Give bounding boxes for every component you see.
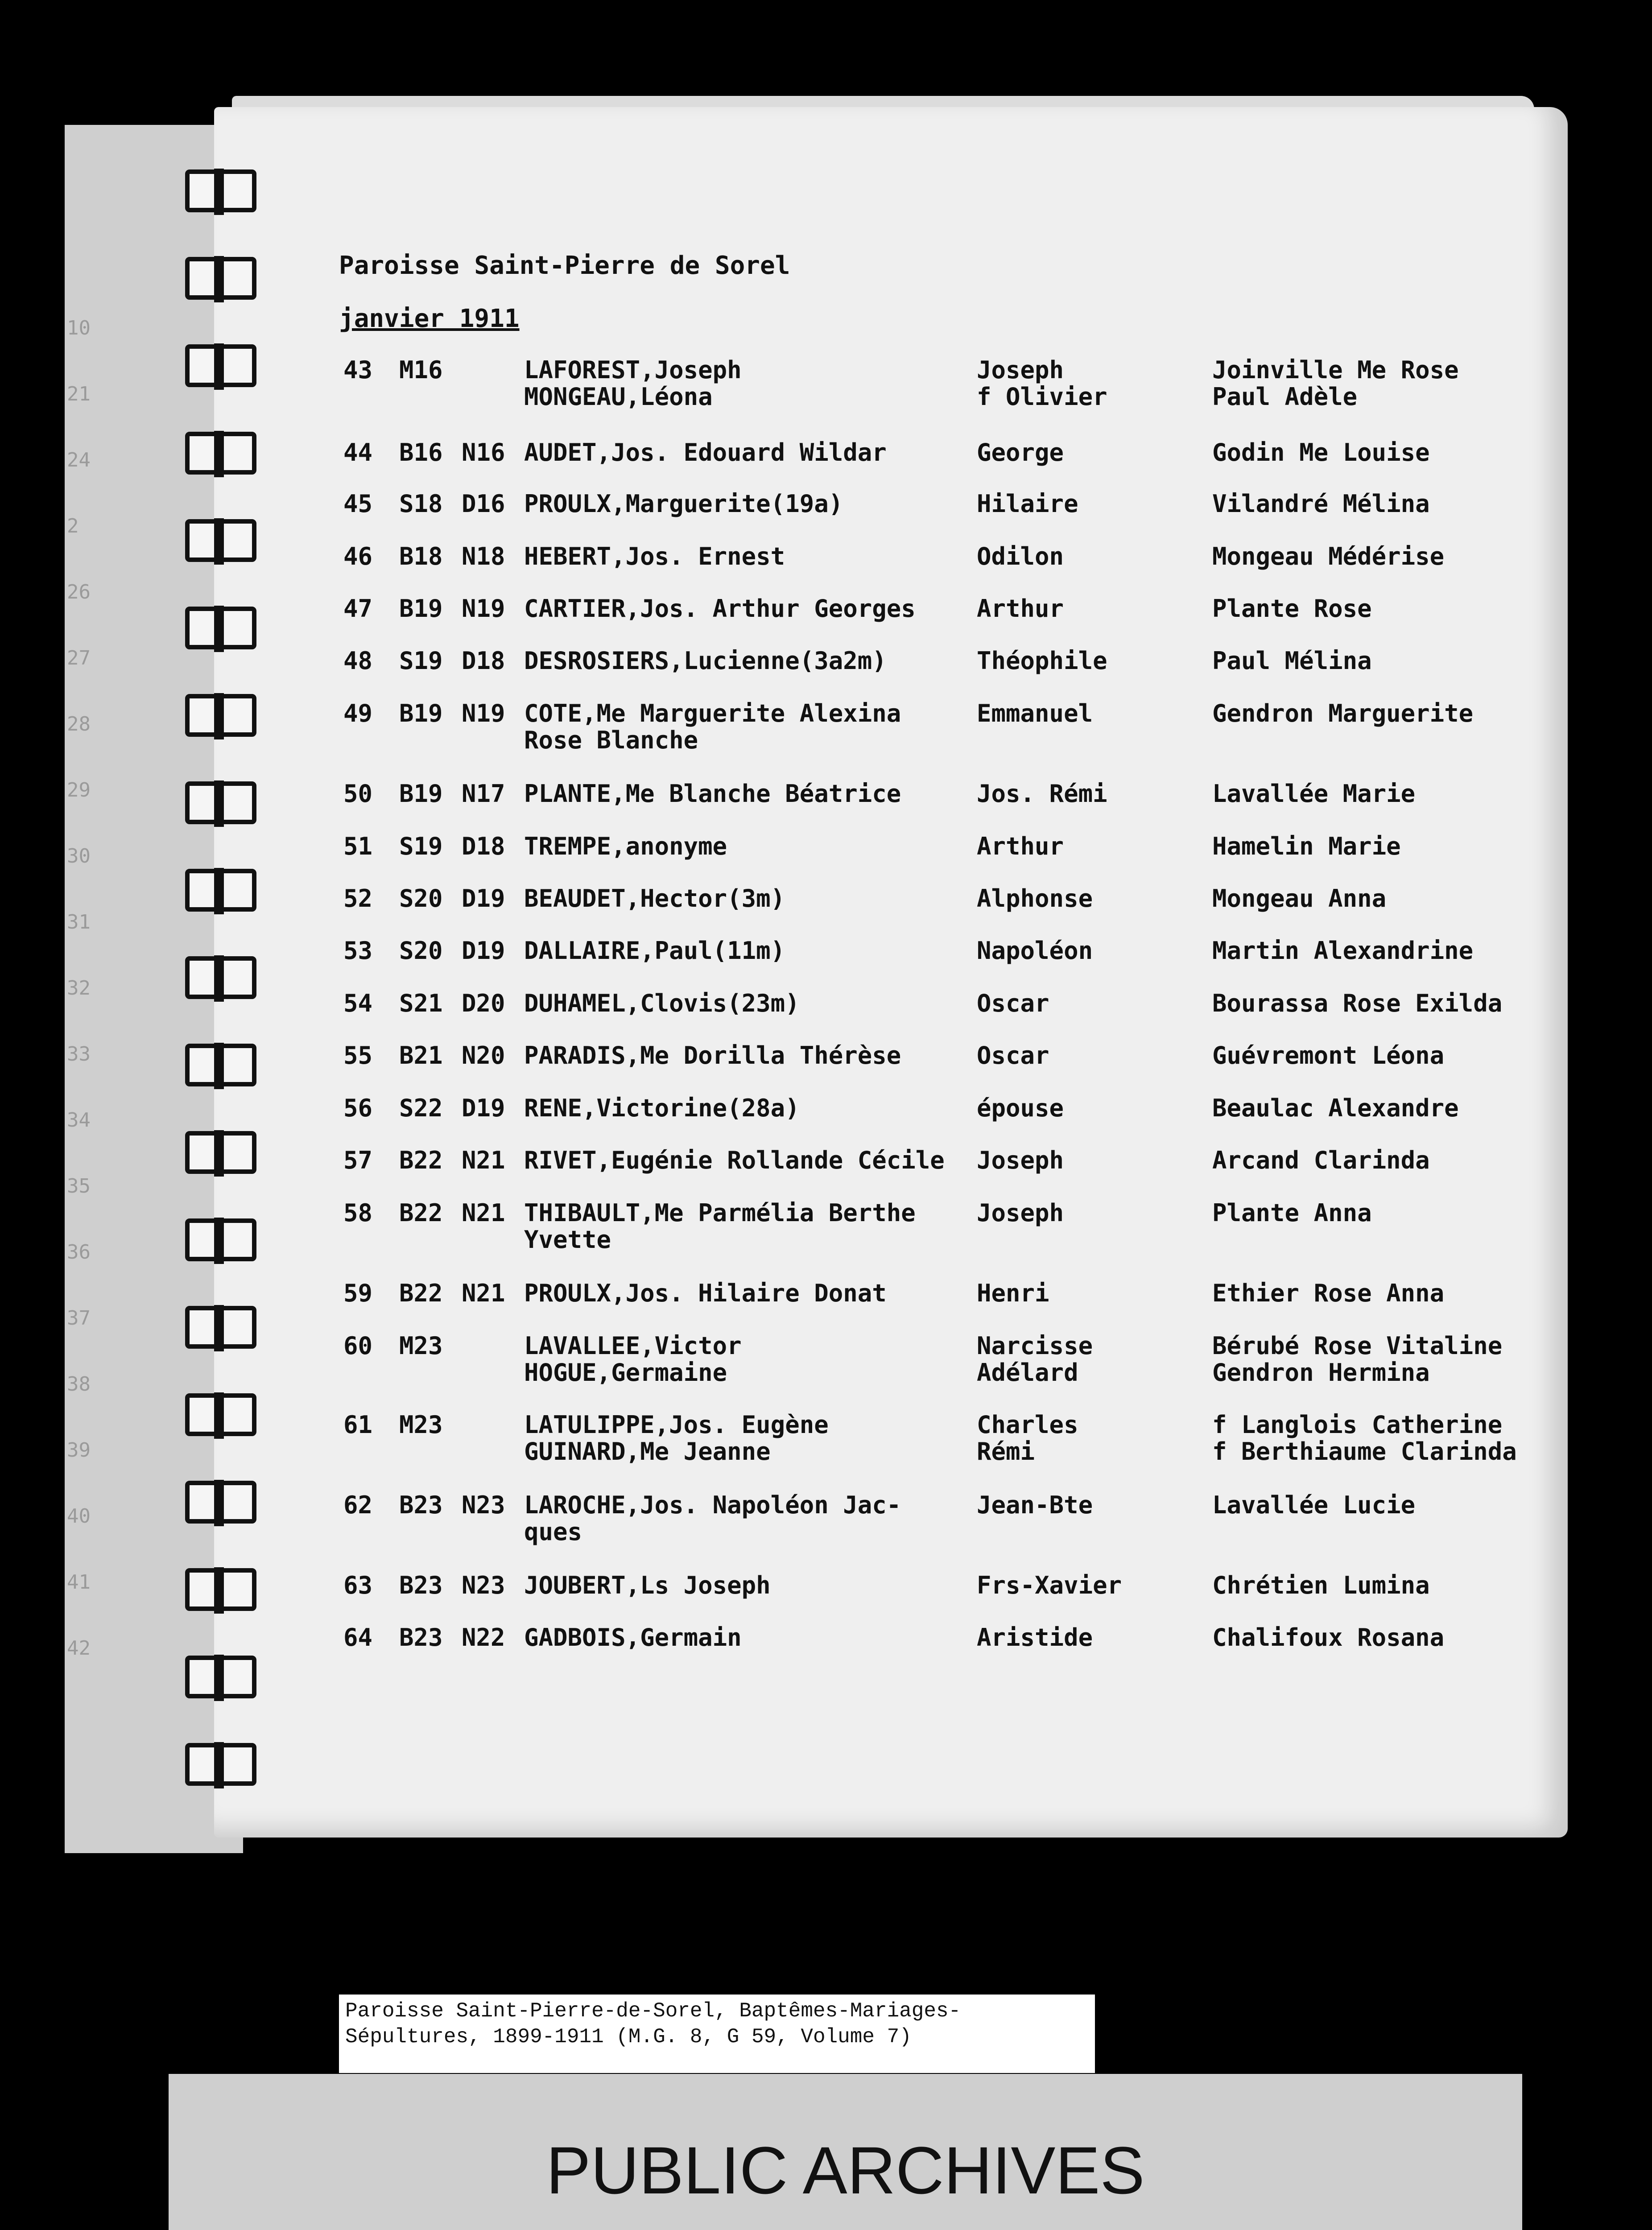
edge-number: 35 bbox=[67, 1175, 91, 1198]
register-entry bbox=[0, 439, 1652, 493]
register-entry bbox=[0, 357, 1652, 410]
mother-name: Joinville Me Rose Paul Adèle bbox=[1212, 356, 1459, 411]
father-name: George bbox=[977, 438, 1064, 467]
date-code: N21 bbox=[462, 1146, 505, 1174]
entry-number: 58 bbox=[343, 1199, 373, 1227]
register-entry bbox=[0, 937, 1652, 991]
register-entry bbox=[0, 780, 1652, 834]
person-name: PARADIS,Me Dorilla Thérèse bbox=[524, 1041, 901, 1070]
reel-caption bbox=[339, 1995, 1095, 2073]
date-code: D19 bbox=[462, 884, 505, 913]
caption-line-2: Sépultures, 1899-1911 (M.G. 8, G 59, Volume 7) bbox=[345, 2025, 912, 2048]
person-name: DUHAMEL,Clovis(23m) bbox=[524, 989, 800, 1017]
register-entry bbox=[0, 1572, 1652, 1626]
mother-name: Gendron Marguerite bbox=[1212, 699, 1474, 727]
person-name: AUDET,Jos. Edouard Wildar bbox=[524, 438, 887, 467]
register-entry bbox=[0, 595, 1652, 649]
person-name: DALLAIRE,Paul(11m) bbox=[524, 937, 785, 965]
father-name: Odilon bbox=[977, 542, 1064, 570]
event-code: B21 bbox=[399, 1041, 443, 1070]
father-name: Joseph f Olivier bbox=[977, 356, 1107, 411]
father-name: Frs-Xavier bbox=[977, 1571, 1122, 1599]
register-entry bbox=[0, 1042, 1652, 1096]
register-entry bbox=[0, 1200, 1652, 1253]
date-code: N23 bbox=[462, 1571, 505, 1599]
date-code: N18 bbox=[462, 542, 505, 570]
entry-number: 54 bbox=[343, 989, 373, 1017]
event-code: B22 bbox=[399, 1199, 443, 1227]
father-name: Arthur bbox=[977, 595, 1064, 623]
register-entry bbox=[0, 885, 1652, 939]
entry-number: 61 bbox=[343, 1411, 373, 1439]
father-name: Emmanuel bbox=[977, 699, 1093, 727]
person-name: PROULX,Marguerite(19a) bbox=[524, 490, 843, 518]
register-entry bbox=[0, 1147, 1652, 1201]
mother-name: Beaulac Alexandre bbox=[1212, 1094, 1459, 1122]
date-code: D18 bbox=[462, 647, 505, 675]
parish-title: Paroisse Saint-Pierre de Sorel bbox=[339, 251, 790, 280]
date-code: N23 bbox=[462, 1491, 505, 1519]
mother-name: f Langlois Catherine f Berthiaume Clarinda bbox=[1212, 1411, 1517, 1466]
father-name: Théophile bbox=[977, 647, 1107, 675]
mother-name: Chrétien Lumina bbox=[1212, 1571, 1430, 1599]
event-code: S22 bbox=[399, 1094, 443, 1122]
edge-number: 37 bbox=[67, 1307, 91, 1330]
father-name: Arthur bbox=[977, 832, 1064, 860]
event-code: B23 bbox=[399, 1571, 443, 1599]
event-code: S18 bbox=[399, 490, 443, 518]
entry-number: 64 bbox=[343, 1623, 373, 1652]
event-code: S21 bbox=[399, 989, 443, 1017]
date-code: N21 bbox=[462, 1199, 505, 1227]
event-code: B19 bbox=[399, 699, 443, 727]
entry-number: 59 bbox=[343, 1279, 373, 1307]
father-name: Napoléon bbox=[977, 937, 1093, 965]
entry-number: 51 bbox=[343, 832, 373, 860]
entry-number: 46 bbox=[343, 542, 373, 570]
father-name: Alphonse bbox=[977, 884, 1093, 913]
entry-number: 50 bbox=[343, 780, 373, 808]
entry-number: 43 bbox=[343, 356, 373, 384]
register-entry bbox=[0, 491, 1652, 544]
month-heading: janvier 1911 bbox=[339, 304, 520, 333]
father-name: épouse bbox=[977, 1094, 1064, 1122]
event-code: M23 bbox=[399, 1332, 443, 1360]
event-code: S20 bbox=[399, 937, 443, 965]
date-code: D18 bbox=[462, 832, 505, 860]
mother-name: Martin Alexandrine bbox=[1212, 937, 1474, 965]
date-code: N19 bbox=[462, 595, 505, 623]
date-code: N16 bbox=[462, 438, 505, 467]
person-name: TREMPE,anonyme bbox=[524, 832, 727, 860]
date-code: N20 bbox=[462, 1041, 505, 1070]
event-code: B16 bbox=[399, 438, 443, 467]
person-name: RIVET,Eugénie Rollande Cécile bbox=[524, 1146, 945, 1174]
edge-number: 31 bbox=[67, 911, 91, 933]
date-code: D20 bbox=[462, 989, 505, 1017]
register-entry bbox=[0, 833, 1652, 887]
person-name: LATULIPPE,Jos. Eugène GUINARD,Me Jeanne bbox=[524, 1411, 829, 1466]
mother-name: Bourassa Rose Exilda bbox=[1212, 989, 1503, 1017]
father-name: Aristide bbox=[977, 1623, 1093, 1652]
entry-number: 55 bbox=[343, 1041, 373, 1070]
father-name: Henri bbox=[977, 1279, 1049, 1307]
register-entry bbox=[0, 990, 1652, 1044]
edge-number: 39 bbox=[67, 1439, 91, 1462]
mother-name: Lavallée Lucie bbox=[1212, 1491, 1416, 1519]
mother-name: Hamelin Marie bbox=[1212, 832, 1401, 860]
event-code: M16 bbox=[399, 356, 443, 384]
mother-name: Chalifoux Rosana bbox=[1212, 1623, 1445, 1652]
entry-number: 49 bbox=[343, 699, 373, 727]
edge-number: 26 bbox=[67, 581, 91, 603]
event-code: B19 bbox=[399, 780, 443, 808]
mother-name: Guévremont Léona bbox=[1212, 1041, 1445, 1070]
person-name: RENE,Victorine(28a) bbox=[524, 1094, 800, 1122]
person-name: LAVALLEE,Victor HOGUE,Germaine bbox=[524, 1332, 742, 1387]
person-name: CARTIER,Jos. Arthur Georges bbox=[524, 595, 916, 623]
mother-name: Plante Rose bbox=[1212, 595, 1372, 623]
mother-name: Mongeau Anna bbox=[1212, 884, 1387, 913]
person-name: PROULX,Jos. Hilaire Donat bbox=[524, 1279, 887, 1307]
edge-number: 28 bbox=[67, 713, 91, 735]
father-name: Oscar bbox=[977, 989, 1049, 1017]
event-code: B18 bbox=[399, 542, 443, 570]
register-entry bbox=[0, 1492, 1652, 1545]
edge-number: 33 bbox=[67, 1043, 91, 1065]
person-name: COTE,Me Marguerite Alexina Rose Blanche bbox=[524, 699, 901, 754]
register-entry bbox=[0, 1412, 1652, 1465]
edge-number: 34 bbox=[67, 1109, 91, 1132]
father-name: Narcisse Adélard bbox=[977, 1332, 1093, 1387]
register-entry bbox=[0, 648, 1652, 701]
edge-number: 40 bbox=[67, 1505, 91, 1528]
date-code: N17 bbox=[462, 780, 505, 808]
person-name: DESROSIERS,Lucienne(3a2m) bbox=[524, 647, 887, 675]
mother-name: Bérubé Rose Vitaline Gendron Hermina bbox=[1212, 1332, 1503, 1387]
person-name: LAFOREST,Joseph MONGEAU,Léona bbox=[524, 356, 742, 411]
father-name: Hilaire bbox=[977, 490, 1078, 518]
entry-number: 57 bbox=[343, 1146, 373, 1174]
entry-number: 47 bbox=[343, 595, 373, 623]
entry-number: 52 bbox=[343, 884, 373, 913]
edge-number: 2 bbox=[67, 515, 79, 537]
person-name: THIBAULT,Me Parmélia Berthe Yvette bbox=[524, 1199, 916, 1254]
edge-number: 27 bbox=[67, 647, 91, 669]
entry-number: 63 bbox=[343, 1571, 373, 1599]
date-code: N21 bbox=[462, 1279, 505, 1307]
archives-banner bbox=[169, 2074, 1522, 2230]
person-name: JOUBERT,Ls Joseph bbox=[524, 1571, 771, 1599]
entry-number: 44 bbox=[343, 438, 373, 467]
edge-number: 24 bbox=[67, 449, 91, 471]
entry-number: 53 bbox=[343, 937, 373, 965]
person-name: LAROCHE,Jos. Napoléon Jac- ques bbox=[524, 1491, 901, 1546]
person-name: HEBERT,Jos. Ernest bbox=[524, 542, 785, 570]
mother-name: Mongeau Médérise bbox=[1212, 542, 1445, 570]
entry-number: 48 bbox=[343, 647, 373, 675]
date-code: N19 bbox=[462, 699, 505, 727]
mother-name: Paul Mélina bbox=[1212, 647, 1372, 675]
banner-line-1: PUBLIC ARCHIVES bbox=[546, 2133, 1145, 2208]
register-entry bbox=[0, 1624, 1652, 1678]
father-name: Jos. Rémi bbox=[977, 780, 1107, 808]
register-entry bbox=[0, 543, 1652, 597]
edge-number: 42 bbox=[67, 1637, 91, 1660]
mother-name: Plante Anna bbox=[1212, 1199, 1372, 1227]
date-code: D19 bbox=[462, 1094, 505, 1122]
mother-name: Ethier Rose Anna bbox=[1212, 1279, 1445, 1307]
entry-number: 60 bbox=[343, 1332, 373, 1360]
mother-name: Arcand Clarinda bbox=[1212, 1146, 1430, 1174]
date-code: D19 bbox=[462, 937, 505, 965]
date-code: D16 bbox=[462, 490, 505, 518]
event-code: B23 bbox=[399, 1623, 443, 1652]
father-name: Jean-Bte bbox=[977, 1491, 1093, 1519]
mother-name: Godin Me Louise bbox=[1212, 438, 1430, 467]
event-code: S19 bbox=[399, 647, 443, 675]
event-code: B19 bbox=[399, 595, 443, 623]
edge-number: 32 bbox=[67, 977, 91, 999]
father-name: Joseph bbox=[977, 1199, 1064, 1227]
entry-number: 56 bbox=[343, 1094, 373, 1122]
event-code: B22 bbox=[399, 1279, 443, 1307]
edge-number: 41 bbox=[67, 1571, 91, 1594]
event-code: S20 bbox=[399, 884, 443, 913]
person-name: PLANTE,Me Blanche Béatrice bbox=[524, 780, 901, 808]
caption-line-1: Paroisse Saint-Pierre-de-Sorel, Baptêmes-Mariages- bbox=[345, 1999, 961, 2023]
edge-number: 10 bbox=[67, 317, 91, 339]
person-name: BEAUDET,Hector(3m) bbox=[524, 884, 785, 913]
edge-number: 29 bbox=[67, 779, 91, 801]
register-entry bbox=[0, 1280, 1652, 1334]
edge-number: 30 bbox=[67, 845, 91, 867]
father-name: Charles Rémi bbox=[977, 1411, 1078, 1466]
father-name: Oscar bbox=[977, 1041, 1049, 1070]
event-code: S19 bbox=[399, 832, 443, 860]
mother-name: Lavallée Marie bbox=[1212, 780, 1416, 808]
event-code: B23 bbox=[399, 1491, 443, 1519]
event-code: M23 bbox=[399, 1411, 443, 1439]
register-entry bbox=[0, 700, 1652, 754]
register-entry bbox=[0, 1095, 1652, 1148]
edge-number: 36 bbox=[67, 1241, 91, 1264]
person-name: GADBOIS,Germain bbox=[524, 1623, 742, 1652]
entry-number: 62 bbox=[343, 1491, 373, 1519]
edge-number: 38 bbox=[67, 1373, 91, 1396]
register-entry bbox=[0, 1333, 1652, 1386]
mother-name: Vilandré Mélina bbox=[1212, 490, 1430, 518]
father-name: Joseph bbox=[977, 1146, 1064, 1174]
entry-number: 45 bbox=[343, 490, 373, 518]
date-code: N22 bbox=[462, 1623, 505, 1652]
event-code: B22 bbox=[399, 1146, 443, 1174]
edge-number: 21 bbox=[67, 383, 91, 405]
